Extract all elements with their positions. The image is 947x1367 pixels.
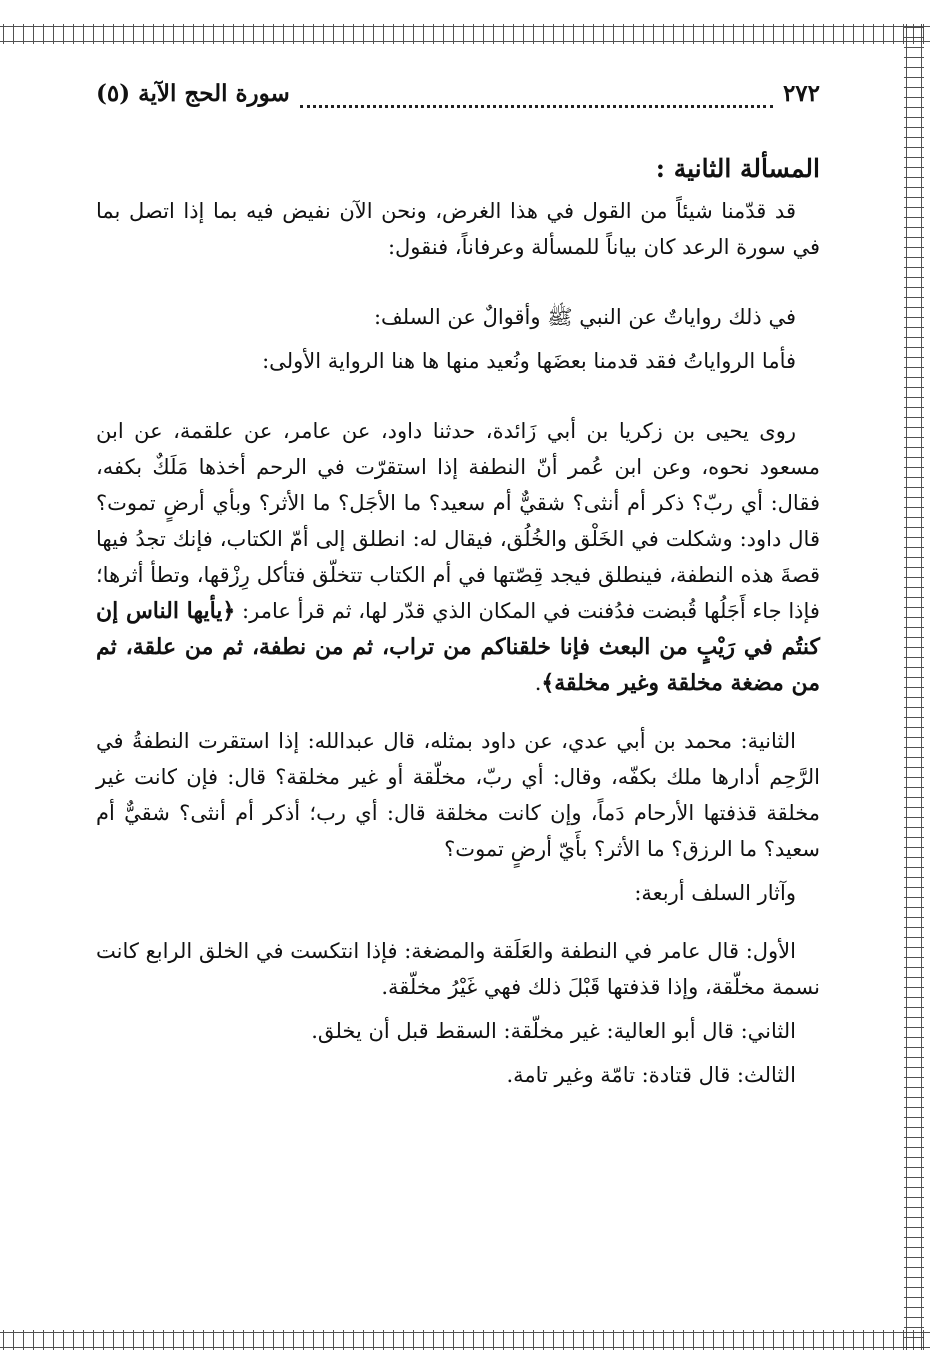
paragraph-second-narration: الثانية: محمد بن أبي عدي، عن داود بمثله، قال عبدالله: إذا استقرت النطفةُ في الرَّحِم أدارها ملك بكفّه، وقال: أي ربّ، مخلّقة أو غير مخلقة؟ قال: فإن كانت غير مخلقة قذفتها الأرحام دَماً، وإن كانت مخلقة قال: أي رب؛ أذكر أم أنثى؟ شقيٌّ أم سعيد؟ ما الرزق؟ ما الأثر؟ بأَيّ أرضٍ تموت؟	[96, 729, 820, 861]
page-body	[96, 80, 820, 1093]
dotted-leader	[300, 105, 773, 108]
paragraph-narrations-intro: في ذلك رواياتٌ عن النبي ﷺ وأقوالٌ عن السلف:	[373, 305, 796, 329]
ornamental-border-right	[904, 24, 924, 1350]
section-heading: المسألة الثانية :	[655, 154, 820, 183]
paragraph-first-narration-intro: فأما الرواياتُ فقد قدمنا بعضَها ونُعيد منها ها هنا الرواية الأولى:	[262, 349, 796, 373]
paragraph-salaf-intro: وآثار السلف أربعة:	[634, 881, 796, 905]
paragraph-salaf-second: الثاني: قال أبو العالية: غير مخلّقة: السقط قبل أن يخلق.	[311, 1019, 796, 1043]
paragraph-intro: قد قدّمنا شيئاً من القول في هذا الغرض، ونحن الآن نفيض فيه بما إذا اتصل بما في سورة الرعد كان بياناً للمسألة وعرفاناً، فنقول:	[96, 199, 820, 259]
running-header	[96, 80, 820, 124]
ornamental-border-top	[0, 24, 930, 44]
running-title: سورة الحج الآية (٥)	[96, 80, 290, 107]
ornamental-border-bottom	[0, 1330, 930, 1350]
paragraph-first-narration	[96, 413, 820, 701]
verse-end-period: .	[534, 671, 542, 695]
paragraph-salaf-first: الأول: قال عامر في النطفة والعَلَقة والمضغة: فإذا انتكست في الخلق الرابع كانت نسمة مخلّقة، وإذا قذفتها قَبْلَ ذلك فهي غَيْرُ مخلّقة.	[96, 939, 820, 999]
paragraph-salaf-third: الثالث: قال قتادة: تامّة وغير تامة.	[506, 1063, 796, 1087]
narration-text: روى يحيى بن زكريا بن أبي زَائدة، حدثنا داود، عن عامر، عن علقمة، عن ابن مسعود نحوه، وعن ابن عُمر أنّ النطفة إذا استقرّت في الرحم أخذها مَلَكٌ بكفه، فقال: أي ربّ؟ ذكر أم أنثى؟ شقيٌّ أم سعيد؟ ما الأجَل؟ ما الأثر؟ وبأي أرضٍ تموت؟ قال داود: وشكلت في الخَلْق والخُلُق، فيقال له: انطلق إلى أمّ الكتاب، فإنك تجدُ فيها قصةَ هذه النطفة، فينطلق فيجد قِصّتها في أم الكتاب تتخلّق فتأكل رِزْقها، وتطأ أثرها؛ فإذا جاء أَجَلُها قُبضت فدُفنت في المكان الذي قدّر لها، ثم قرأ عامر:	[96, 419, 820, 623]
quran-verse: ﴿يأيها الناس إن كنتُم في رَيْبٍ من البعث فإنا خلقناكم من تراب، ثم من نطفة، ثم من علقة، ثم من مضغة مخلقة وغير مخلقة﴾	[96, 598, 820, 696]
page-number: ٢٧٢	[782, 80, 820, 107]
